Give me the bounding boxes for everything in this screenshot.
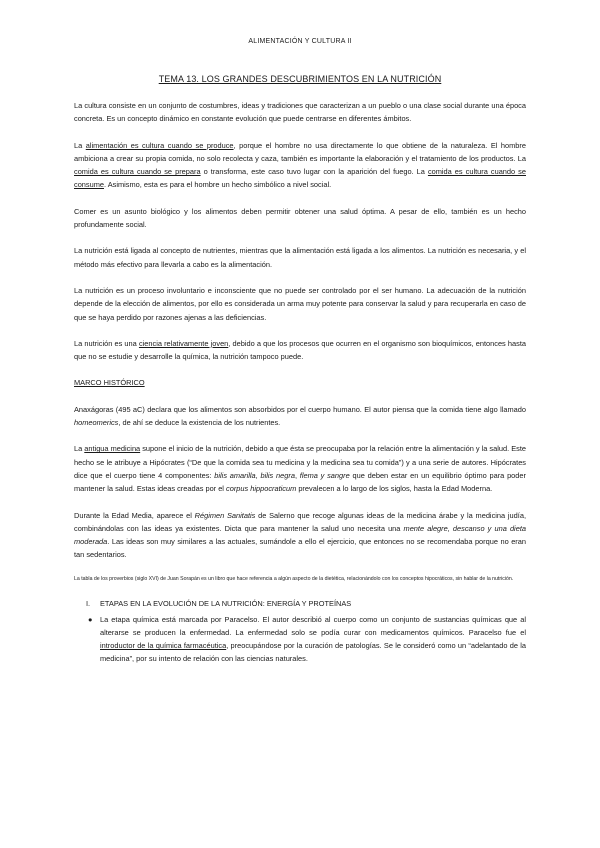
section-marco-historico <box>74 376 526 429</box>
paragraph-nutrition-nutrients: La nutrición está ligada al concepto de nutrientes, mientras que la alimentación está ligada a los alimentos. La nutrición es necesaria, y el método más efectivo para llevarla a cabo es la alimentación. <box>74 246 526 269</box>
underlined-phrase: alimentación es cultura cuando se produce <box>85 140 234 150</box>
section-heading: MARCO HISTÓRICO <box>74 378 145 388</box>
text-run: , <box>294 470 300 480</box>
text-run: Durante la Edad Media, aparece el <box>74 510 195 520</box>
text-run: La nutrición es una <box>74 338 139 348</box>
paragraph-edad-media <box>74 509 526 562</box>
text-run: Anaxágoras (495 aC) declara que los alimentos son absorbidos por el cuerpo humano. El autor piensa que la comida tiene algo llamado <box>74 404 526 414</box>
text-run: La <box>74 444 85 454</box>
text-run: supone el inicio de la nutrición, debido a que ésta se preocupaba por la relación entre la alimentación y la salud. Este hecho se le atribuye a Hipócrates (“De que la comida sea tu medicina y la medicina sea tu comida”) y a una serie de autores. Hipócrates dice que el cuerpo tiene 4 componentes: <box>74 444 526 480</box>
bullet-icon: ● <box>88 614 93 624</box>
italic-term: homeomerics <box>74 418 119 428</box>
italic-term: mente alegre, descanso y una dieta moderada <box>74 523 526 547</box>
text-run: , debido a que los procesos que ocurren en el organismo son bioquímicos, entonces hasta que no se estudie y desarrolle la química, la nutrición tampoco puede. <box>74 338 526 362</box>
italic-term: Régimen Sanitatis <box>194 510 256 520</box>
footnote: La tabla de los proverbios (siglo XVI) de Juan Sorapán es un libro que hace referencia a algún aspecto de la dietética, relacionándolo con los conceptos hipocráticos, sin hablar de la nutrición. <box>74 575 514 582</box>
underlined-phrase: comida es cultura cuando se consume <box>74 167 526 190</box>
underlined-phrase: ciencia relativamente joven <box>138 338 229 348</box>
page-title: TEMA 13. LOS GRANDES DESCUBRIMIENTOS EN LA NUTRICIÓN <box>158 74 442 84</box>
italic-term: bilis amarilla <box>214 470 256 480</box>
text-run: La etapa química está marcada por Paracelso. El autor describió al cuerpo como un conjunto de sustancias químicas que al alterarse se producen la enfermedad. La enfermedad solo se podía curar con medicamentos químicos. Paracelso fue el <box>100 614 526 637</box>
text-run: . Las ideas son muy similares a las actuales, sumándole a ello el ejercicio, que entonces no se recomendaba porque no eran tan sedentarios. <box>74 537 526 560</box>
list-number: I. <box>86 599 91 609</box>
document-body <box>74 99 526 666</box>
paragraph-antigua-medicina <box>74 442 526 495</box>
underlined-phrase: introductor de la química farmacéutica <box>100 641 227 651</box>
bullet-text <box>100 613 526 666</box>
text-run: , preocupándose por la curación de patologías. Se le consideró como un “adelantado de la medicina”, por su intento de relación con las ciencias naturales. <box>100 641 526 664</box>
text-run: prevalecen a lo largo de los siglos, hasta la Edad Moderna. <box>296 484 493 494</box>
text-run: , porque el hombre no usa directamente lo que obtiene de la naturaleza. El hombre ambiciona a crear su propia comida, no solo recolecta y caza, también es importante la elaboración y el tratamiento de los productos. La <box>74 140 526 163</box>
paragraph-food-culture <box>74 139 526 192</box>
text-run: La <box>74 140 86 150</box>
paragraph-culture: La cultura consiste en un conjunto de costumbres, ideas y tradiciones que caracterizan a un pueblo o una clase social durante una época concreta. Es un concepto dinámico en constante evolución que puede centrarse en diferentes ámbitos. <box>74 101 526 124</box>
italic-term: bilis negra <box>260 470 295 480</box>
text-run: que deben estar en un equilibrio óptimo para poder mantener la salud. Estas ideas creadas por el <box>74 470 526 494</box>
text-run: , de ahí se deduce la existencia de los nutrientes. <box>118 418 281 428</box>
numbered-heading <box>74 597 526 610</box>
text-run: de Salerno que recoge algunas ideas de la medicina árabe y la medicina judía, combinándolas con las ideas ya existentes. Dicta que para mantener la salud uno necesita una <box>74 510 526 533</box>
list-item <box>74 613 526 666</box>
text-run: o transforma, este caso tuvo lugar con la aparición del fuego. La <box>200 167 428 177</box>
italic-term: corpus hippocraticum <box>226 484 297 494</box>
paragraph-young-science <box>74 337 526 364</box>
paragraph-eating: Comer es un asunto biológico y los alimentos deben permitir obtener una salud óptima. A pesar de ello, también es un hecho profundamente social. <box>74 206 526 230</box>
paragraph-nutrition-process: La nutrición es un proceso involuntario e inconsciente que no puede ser controlado por el ser humano. La adecuación de la nutrición depende de la elección de alimentos, por ello es considerada un arma muy potente para conservar la salud y para recuperarla en caso de que se haya perdido por razones ajenas a las deficiencias. <box>74 285 526 322</box>
text-run: . Asimismo, esta es para el hombre un hecho simbólico a nivel social. <box>104 180 332 190</box>
underlined-phrase: antigua medicina <box>84 444 141 454</box>
list-heading: ETAPAS EN LA EVOLUCIÓN DE LA NUTRICIÓN: ENERGÍA Y PROTEÍNAS <box>100 599 352 609</box>
italic-term: flema y sangre <box>299 470 350 480</box>
underlined-phrase: comida es cultura cuando se prepara <box>74 167 201 177</box>
text-run: , <box>255 470 261 480</box>
running-header: ALIMENTACIÓN Y CULTURA II <box>248 38 352 45</box>
paragraph-anaxagoras <box>74 403 526 430</box>
